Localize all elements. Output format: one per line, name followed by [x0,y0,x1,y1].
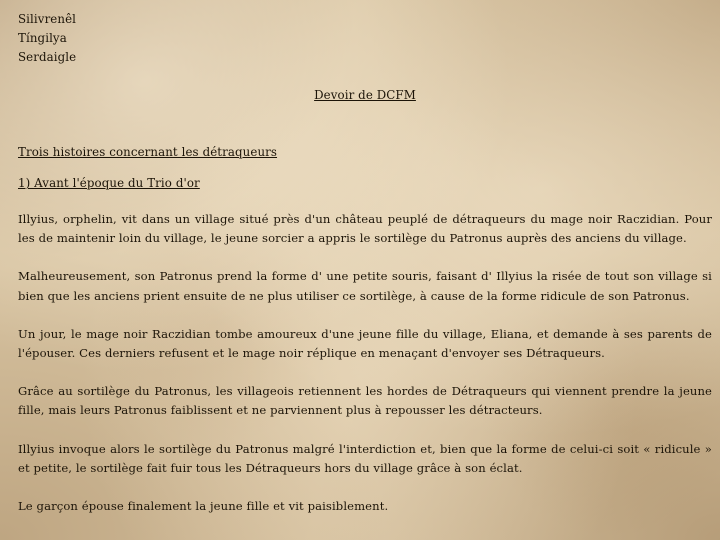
paragraph: Malheureusement, son Patronus prend la forme d' une petite souris, faisant d' Illyius la risée de tout son village si bien que les anciens prient ensuite de ne plus utiliser ce sortilège, à cause de la forme ridicule de son Patronus. [18,269,712,303]
document-body [18,10,712,516]
author-house: Serdaigle [18,50,77,64]
paragraph: Illyius, orphelin, vit dans un village situé près d'un château peuplé de détraqueurs du mage noir Raczidian. Pour les de maintenir loin du village, le jeune sorcier a appris le sortilège du Patronus auprès des anciens du village. [18,212,712,246]
document-subtitle: Trois histoires concernant les détraqueurs [18,145,278,159]
document-title: Devoir de DCFM [314,88,416,102]
paragraph: Le garçon épouse finalement la jeune fille et vit paisiblement. [18,499,389,514]
section-heading-row [18,174,712,193]
title-row [18,86,712,105]
paragraph: Un jour, le mage noir Raczidian tombe amoureux d'une jeune fille du village, Eliana, et demande à ses parents de l'épouser. Ces derniers refusent et le mage noir réplique en menaçant d'envoyer ses Détraqueurs. [18,326,712,361]
paragraph: Illyius invoque alors le sortilège du Patronus malgré l'interdiction et, bien que la forme de celui-ci soit « ridicule » et petite, le sortilège fait fuir tous les Détraqueurs hors du village grâce à son éclat. [18,441,712,475]
author-name: Silivrenêl [18,12,77,26]
section-heading: 1) Avant l'époque du Trio d'or [18,176,200,190]
author-second-line: Tíngilya [18,31,67,45]
paragraph: Grâce au sortilège du Patronus, les villageois retiennent les hordes de Détraqueurs qui viennent prendre la jeune fille, mais leurs Patronus faiblissent et ne parviennent plus à repousser les détracteurs. [18,384,712,418]
subtitle-row [18,143,712,162]
